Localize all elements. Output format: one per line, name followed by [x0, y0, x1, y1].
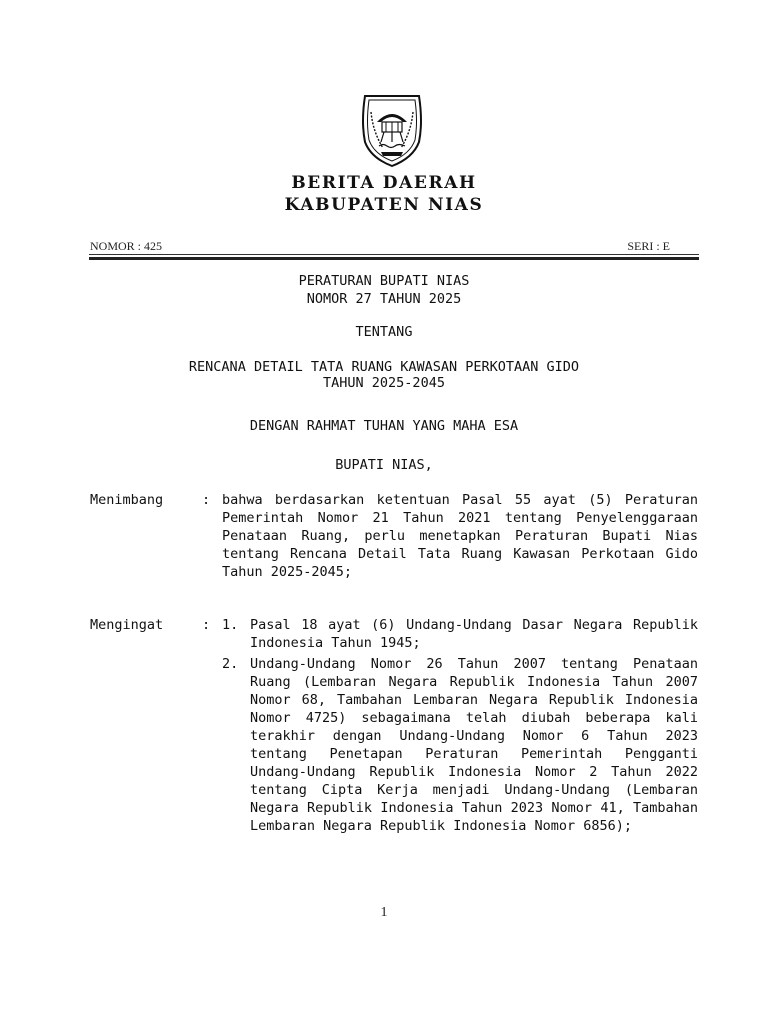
menimbang-label: Menimbang	[90, 492, 164, 508]
menimbang-colon: :	[202, 492, 211, 508]
list-item-text: Undang-Undang Nomor 26 Tahun 2007 tentang Penataan Ruang (Lembaran Negara Republik Indonesia Tahun 2007 Nomor 68, Tambahan Lembaran Negara Republik Indonesia Nomor 4725) sebagaimana telah diubah beberapa kali terakhir dengan Undang-Undang Nomor 6 Tahun 2023 tentang Penetapan Peraturan Pemerintah Pengganti Undang-Undang Republik Indonesia Nomor 2 Tahun 2022 tentang Cipta Kerja menjadi Undang-Undang (Lembaran Negara Republik Indonesia Tahun 2023 Nomor 41, Tambahan Lembaran Negara Republik Indonesia Nomor 6856);	[250, 656, 698, 834]
list-item-text: Pasal 18 ayat (6) Undang-Undang Dasar Negara Republik Indonesia Tahun 1945;	[250, 617, 698, 651]
issue-number: NOMOR : 425	[90, 239, 163, 253]
masthead-title: BERITA DAERAH	[291, 173, 477, 193]
masthead-subtitle: KABUPATEN NIAS	[284, 195, 484, 215]
coat-of-arms-emblem	[357, 92, 427, 168]
series-label: SERI : E	[627, 239, 670, 253]
regulation-subject-line1: RENCANA DETAIL TATA RUANG KAWASAN PERKOTAAN GIDO	[188, 359, 580, 375]
regulation-subject-line2: TAHUN 2025-2045	[323, 375, 445, 391]
list-item-number: 1.	[222, 617, 239, 633]
regulation-title: PERATURAN BUPATI NIAS	[298, 273, 470, 289]
mengingat-colon: :	[202, 617, 211, 633]
mengingat-label: Mengingat	[90, 617, 164, 633]
invocation-line: DENGAN RAHMAT TUHAN YANG MAHA ESA	[249, 418, 519, 434]
header-divider-thin	[89, 254, 699, 255]
regulation-number: NOMOR 27 TAHUN 2025	[306, 291, 462, 307]
page-number: 1	[380, 905, 388, 920]
menimbang-text: bahwa berdasarkan ketentuan Pasal 55 ayat (5) Peraturan Pemerintah Nomor 21 Tahun 2021 tentang Penyelenggaraan Penataan Ruang, perlu menetapkan Peraturan Bupati Nias tentang Rencana Detail Tata Ruang Kawasan Perkotaan Gido Tahun 2025-2045;	[222, 492, 698, 580]
list-item-number: 2.	[222, 656, 239, 672]
tentang-heading: TENTANG	[355, 324, 413, 340]
header-divider-thick	[89, 257, 699, 260]
issuer-line: BUPATI NIAS,	[335, 457, 433, 473]
